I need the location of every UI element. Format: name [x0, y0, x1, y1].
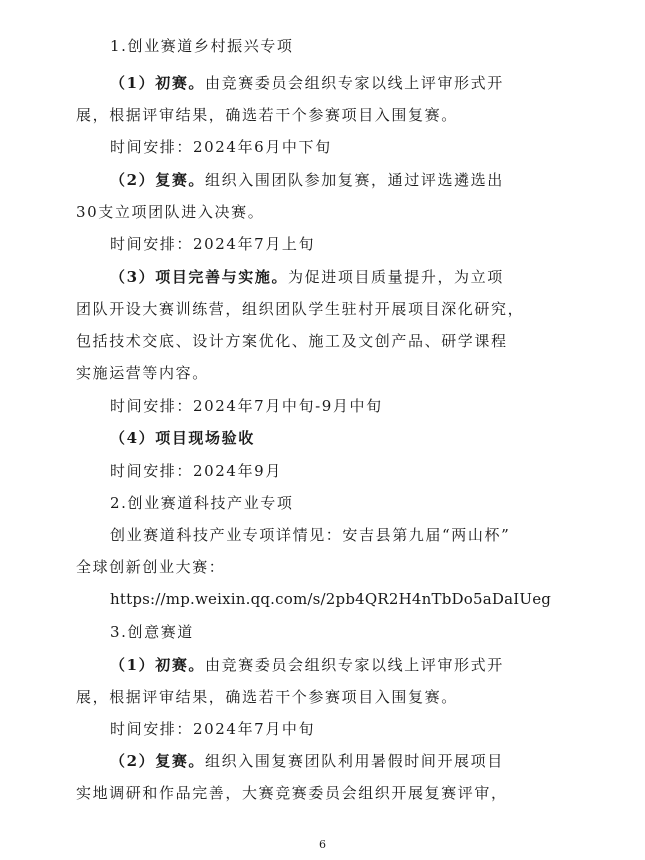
paragraph-heading: （1）初赛。 [110, 74, 206, 92]
section-3-heading: 3.创意赛道 [110, 623, 194, 641]
paragraph-line: 包括技术交底、设计方案优化、施工及文创产品、研学课程 [76, 332, 508, 350]
paragraph-line: 实施运营等内容。 [76, 364, 209, 382]
schedule-line: 时间安排：2024年7月中旬 [110, 720, 316, 738]
paragraph-line: 展，根据评审结果，确选若干个参赛项目入围复赛。 [76, 106, 458, 124]
paragraph-line: 团队开设大赛训练营，组织团队学生驻村开展项目深化研究， [76, 300, 525, 318]
paragraph: （1）初赛。由竞赛委员会组织专家以线上评审形式开 [110, 656, 504, 674]
paragraph-line: 创业赛道科技产业专项详情见：安吉县第九届“两山杯” [110, 526, 511, 544]
section-2-heading: 2.创业赛道科技产业专项 [110, 494, 294, 512]
page-number: 6 [319, 838, 326, 851]
paragraph-line: 30支立项团队进入决赛。 [76, 203, 265, 221]
paragraph: （3）项目完善与实施。为促进项目质量提升，为立项 [110, 268, 504, 286]
paragraph-heading: （2）复赛。 [110, 171, 206, 189]
paragraph: （1）初赛。由竞赛委员会组织专家以线上评审形式开 [110, 74, 504, 92]
paragraph-line: 全球创新创业大赛： [76, 558, 226, 576]
paragraph: （2）复赛。组织入围复赛团队利用暑假时间开展项目 [110, 752, 504, 770]
schedule-line: 时间安排：2024年7月上旬 [110, 235, 316, 253]
paragraph-heading: （3）项目完善与实施。 [110, 268, 289, 286]
schedule-line: 时间安排：2024年7月中旬-9月中旬 [110, 397, 383, 415]
paragraph: （2）复赛。组织入围团队参加复赛，通过评选遴选出 [110, 171, 504, 189]
section-1-heading: 1.创业赛道乡村振兴专项 [110, 37, 294, 55]
paragraph-heading: （4）项目现场验收 [110, 429, 255, 447]
paragraph-line: 实地调研和作品完善，大赛竞赛委员会组织开展复赛评审， [76, 784, 508, 802]
paragraph-line: 展，根据评审结果，确选若干个参赛项目入围复赛。 [76, 688, 458, 706]
schedule-line: 时间安排：2024年6月中下旬 [110, 138, 332, 156]
schedule-line: 时间安排：2024年9月 [110, 462, 282, 480]
paragraph-heading: （1）初赛。 [110, 656, 206, 674]
article-link[interactable]: https://mp.weixin.qq.com/s/2pb4QR2H4nTbDo5aDaIUeg [110, 590, 552, 608]
paragraph-heading: （2）复赛。 [110, 752, 206, 770]
